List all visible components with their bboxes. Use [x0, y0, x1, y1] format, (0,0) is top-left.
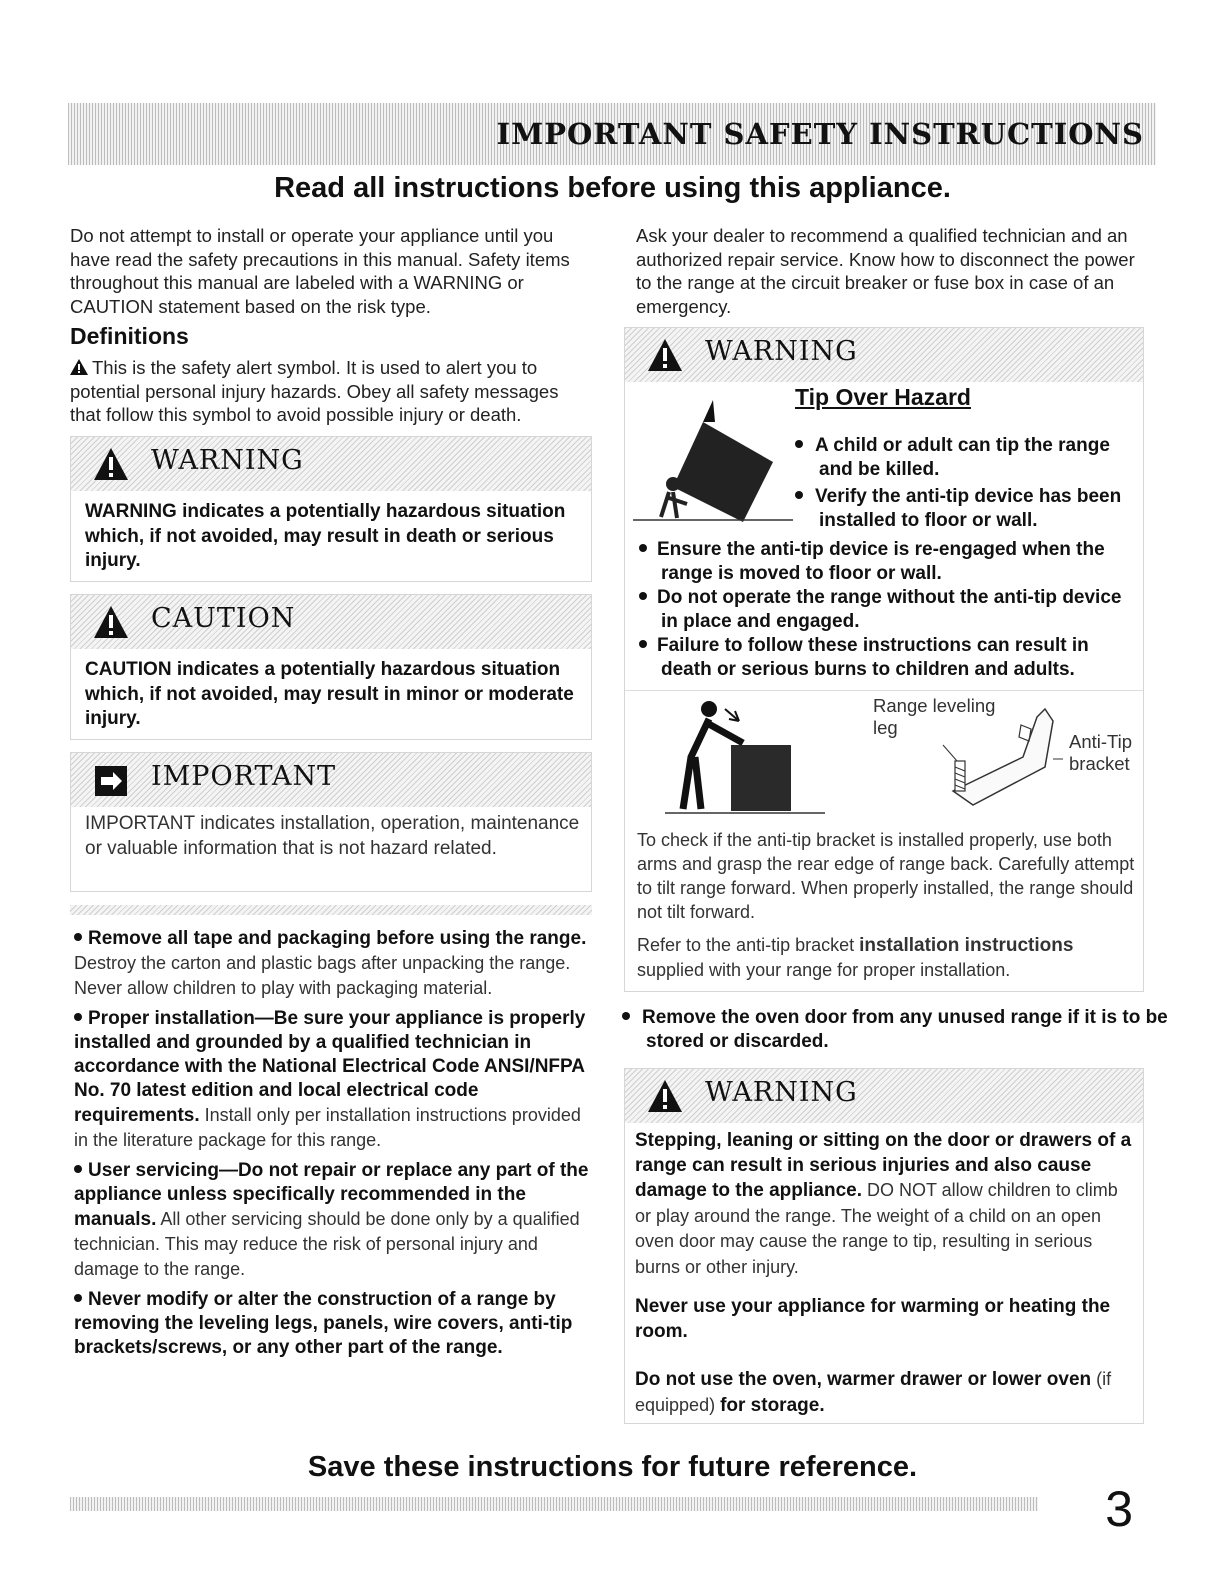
caution-box-body: CAUTION indicates a potentially hazardous situation which, if not avoided, may result in minor or moderate injury.: [85, 659, 574, 729]
definitions-heading: Definitions: [70, 323, 189, 349]
oven-door-bullet: Remove the oven door from any unused range if it is to be stored or discarded.: [622, 1006, 1174, 1054]
list-item: Ensure the anti-tip device is re-engaged when the range is moved to floor or wall.: [639, 538, 1139, 586]
warning-box-body: WARNING indicates a potentially hazardous situation which, if not avoided, may result in death or serious injury.: [85, 501, 566, 571]
tipping-range-illustration: [633, 392, 793, 527]
important-definition-box: [70, 752, 592, 892]
warming-heating-warning: Never use your appliance for warming or heating the room.: [635, 1296, 1111, 1342]
list-item: Never modify or alter the construction of a range by removing the leveling legs, panels, wire covers, anti-tip brackets/screws, or any other part of the range.: [74, 1289, 573, 1358]
important-arrow-icon: [93, 763, 129, 797]
page-title: Read all instructions before using this appliance.: [274, 172, 951, 204]
anti-tip-bracket-label: Anti-Tip bracket: [1069, 731, 1133, 774]
list-item: Do not operate the range without the anti-tip device in place and engaged.: [639, 586, 1139, 634]
important-box-title: IMPORTANT: [151, 761, 337, 792]
important-box-body: IMPORTANT indicates installation, operation, maintenance or valuable information that is not hazard related.: [85, 813, 580, 859]
tip-box-header: [625, 328, 1143, 382]
list-item: A child or adult can tip the range and be killed.: [795, 434, 1135, 482]
person-checking-range-illustration: [665, 697, 825, 817]
list-item: User servicing—Do not repair or replace any part of the appliance unless specifically recommended in the manuals. All other servicing should be done only by a qualified technician. This may reduce the risk of personal injury and damage to the range.: [74, 1160, 589, 1279]
alert-triangle-icon: [647, 1079, 683, 1113]
footer-bar: [70, 1497, 1038, 1511]
alert-triangle-icon: [70, 359, 88, 375]
anti-tip-refer-text: Refer to the anti-tip bracket installation instructions supplied with your range for proper installation.: [637, 935, 1074, 980]
warning-box-title: WARNING: [151, 445, 304, 476]
stepping-warning-header: [625, 1069, 1143, 1123]
anti-tip-bracket-illustration: [913, 697, 1063, 813]
header-banner: [68, 103, 1156, 165]
tip-bullets: [639, 538, 1139, 682]
caution-box-title: CAUTION: [151, 603, 296, 634]
stepping-warning-box: [624, 1068, 1144, 1424]
safety-symbol-description: This is the safety alert symbol. It is used to alert you to potential personal injury hazards. Obey all safety messages that follow this symbol to avoid possible injury or death.: [70, 357, 559, 425]
left-bullet-list: [74, 926, 592, 1366]
intro-text: Do not attempt to install or operate your appliance until you have read the safety precautions in this manual. Safety items throughout this manual are labeled with a WARNING or CAUTION statement based on the risk type.: [70, 225, 570, 317]
alert-triangle-icon: [93, 447, 129, 481]
caution-definition-box: [70, 594, 592, 740]
banner-title: IMPORTANT SAFETY INSTRUCTIONS: [496, 117, 1144, 151]
tip-box-title: WARNING: [705, 336, 858, 367]
list-item: Verify the anti-tip device has been installed to floor or wall.: [795, 485, 1135, 533]
alert-triangle-icon: [647, 338, 683, 372]
save-instructions-heading: Save these instructions for future reference.: [307, 1451, 918, 1483]
anti-tip-check-text: To check if the anti-tip bracket is installed properly, use both arms and grasp the rear edge of range back. Carefully attempt to tilt range forward. When properly installed, the range should not tilt forward.: [637, 830, 1135, 922]
stepping-warning-text: Stepping, leaning or sitting on the door or drawers of a range can result in serious injuries and also cause damage to the appliance. DO NOT allow children to climb or play around the range. The weight of a child on an open oven door may cause the range to tip, resulting in serious burns or other injury.: [635, 1130, 1132, 1277]
list-item: Proper installation—Be sure your appliance is properly installed and grounded by a qualified technician in accordance with the National Electrical Code ANSI/NFPA No. 70 latest edition and local electrical code requirements. Install only per installation instructions provided in the literature package for this range.: [74, 1008, 586, 1150]
range-leveling-leg-label: Range leveling leg: [873, 695, 996, 738]
warning-definition-box: [70, 436, 592, 582]
list-item: Remove all tape and packaging before using the range. Destroy the carton and plastic bags after unpacking the range. Never allow children to play with packaging material.: [74, 928, 587, 998]
caution-box-header: [71, 595, 591, 649]
storage-warning: Do not use the oven, warmer drawer or lower oven (if equipped) for storage.: [635, 1369, 1112, 1416]
anti-tip-illustration-area: [625, 690, 1143, 819]
divider-bar: [70, 905, 592, 915]
stepping-warning-title: WARNING: [705, 1077, 858, 1108]
important-box-header: [71, 753, 591, 807]
alert-triangle-icon: [93, 605, 129, 639]
tip-over-subtitle: Tip Over Hazard: [795, 384, 971, 410]
warning-box-header: [71, 437, 591, 491]
tip-inner-bullets: [795, 434, 1135, 533]
page-number: 3: [1105, 1481, 1133, 1537]
safety-symbol-text: [70, 356, 590, 427]
right-intro-text: Ask your dealer to recommend a qualified technician and an authorized repair service. Know how to disconnect the power to the range at the circuit breaker or fuse box in case of an emergency.: [636, 225, 1135, 317]
tip-over-warning-box: [624, 327, 1144, 992]
list-item: Failure to follow these instructions can result in death or serious burns to children and adults.: [639, 634, 1139, 682]
